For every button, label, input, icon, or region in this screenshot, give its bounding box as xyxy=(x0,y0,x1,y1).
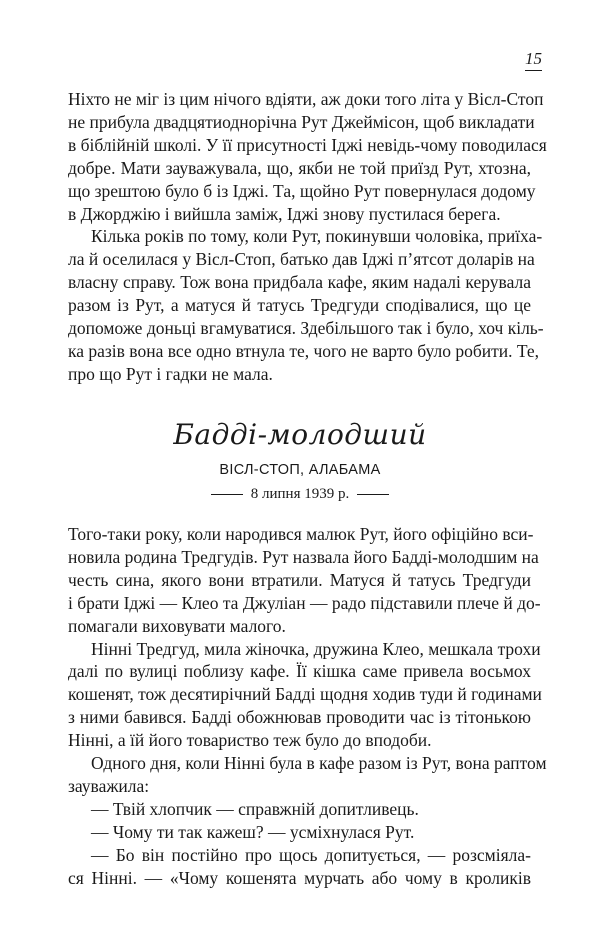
text-line: Кілька років по тому, коли Рут, покинувши чоловіка, приїха- xyxy=(91,226,543,247)
text-line: — Твій хлопчик — справжній допитливець. xyxy=(91,798,419,819)
text-line: ся Нінні. — «Чому кошенята мурчать або чому в кроликів xyxy=(68,867,531,888)
text-line: з ними бавився. Бадді обожнював проводити час із тітонькою xyxy=(68,707,531,728)
text-line: про що Рут і гадки не мала. xyxy=(68,363,273,384)
paragraph xyxy=(68,844,531,890)
page-number: 15 xyxy=(525,49,542,71)
text-line: добре. Мати зауважувала, що, якби не той приїзд Рут, хтозна, xyxy=(68,157,531,178)
paragraph xyxy=(68,798,531,821)
text-line: кошенят, тож десятирічний Бадді щодня ходив туди й годинами xyxy=(68,684,542,705)
paragraph xyxy=(68,88,547,225)
text-line: власну справу. Тож вона придбала кафе, яким надалі керувала xyxy=(68,272,531,293)
chapter-place: ВІСЛ-СТОП, АЛАБАМА xyxy=(219,462,381,478)
paragraph xyxy=(68,225,544,385)
paragraph xyxy=(68,821,531,844)
text-line: і брати Іджі — Клео та Джуліан — радо підставили плече й до- xyxy=(68,592,541,613)
divider xyxy=(211,494,243,495)
text-line: разом із Рут, а матуся й татусь Тредгуди сподівалися, що це xyxy=(68,295,531,316)
chapter-date-row xyxy=(0,486,600,503)
text-line: Одного дня, коли Нінні була в кафе разом із Рут, вона раптом xyxy=(91,753,547,774)
body-text-lower xyxy=(68,523,547,890)
text-line: Того-таки року, коли народився малюк Рут, його офіційно вси- xyxy=(68,524,534,544)
divider xyxy=(357,494,389,495)
paragraph xyxy=(68,752,547,798)
text-line: що зрештою було б із Іджі. Та, щойно Рут повернулася додому xyxy=(68,180,536,201)
text-line: допоможе доньці вгамуватися. Здебільшого так і було, хоч кіль- xyxy=(68,318,544,339)
text-line: Нінні, а їй його товариство теж було до вподоби. xyxy=(68,730,432,751)
text-line: Нінні Тредгуд, мила жіночка, дружина Клео, мешкала трохи xyxy=(91,638,541,659)
body-text-upper xyxy=(68,88,547,386)
text-line: Ніхто не міг із цим нічого вдіяти, аж доки того літа у Вісл-Стоп xyxy=(68,89,544,109)
text-line: помагали виховувати малого. xyxy=(68,615,286,636)
text-line: — Чому ти так кажеш? — усміхнулася Рут. xyxy=(91,821,415,842)
text-line: в біблійній школі. У її присутності Іджі невідь-чому поводилася xyxy=(68,134,547,155)
chapter-title: Бадді-молодший xyxy=(173,418,427,451)
text-line: не прибула двадцятиоднорічна Рут Джеймісон, щоб викладати xyxy=(68,111,535,132)
paragraph xyxy=(68,638,542,753)
text-line: ла й оселилася у Вісл-Стоп, батько дав Іджі п’ятсот доларів на xyxy=(68,249,535,270)
text-line: зауважила: xyxy=(68,775,150,796)
paragraph xyxy=(68,523,541,638)
chapter-date: 8 липня 1939 р. xyxy=(250,486,350,502)
text-line: ка разів вона все одно втнула те, чого не варто було робити. Те, xyxy=(68,340,540,361)
text-line: новила родина Тредгудів. Рут назвала його Бадді-молодшим на xyxy=(68,546,539,567)
text-line: далі по вулиці поблизу кафе. Її кішка саме привела восьмох xyxy=(68,661,531,682)
text-line: — Бо він постійно про щось допитується, — розсміяла- xyxy=(91,844,531,865)
text-line: честь сина, якого вони втратили. Матуся й татусь Тредгуди xyxy=(68,569,531,590)
text-line: в Джорджію і вийшла заміж, Іджі знову пустилася берега. xyxy=(68,203,501,224)
